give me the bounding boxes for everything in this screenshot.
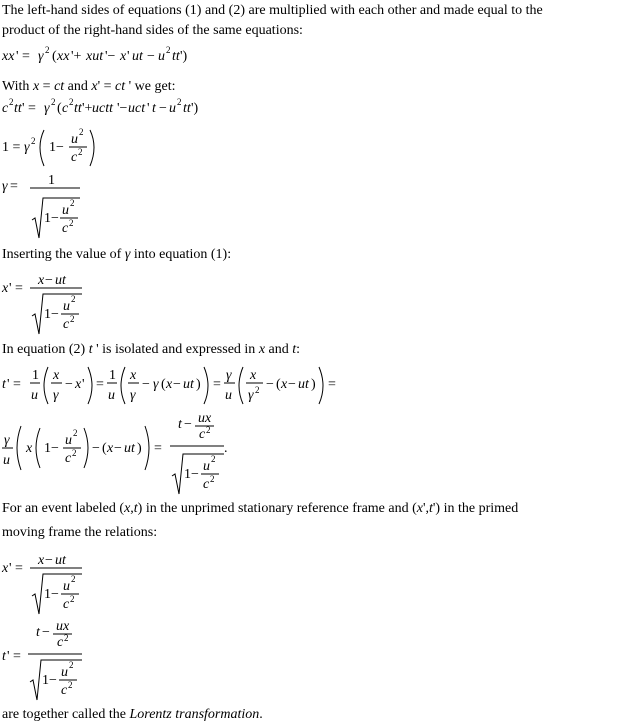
svg-text:−: − xyxy=(45,553,53,568)
svg-text:u: u xyxy=(31,388,38,403)
svg-text:=: = xyxy=(10,179,18,194)
svg-text:2: 2 xyxy=(9,97,14,107)
svg-text:=: = xyxy=(154,441,162,456)
svg-text:u: u xyxy=(169,101,176,116)
svg-text:t: t xyxy=(152,101,156,116)
svg-text:2: 2 xyxy=(73,428,78,438)
equation-8 xyxy=(2,550,202,616)
svg-text:1−: 1− xyxy=(44,211,59,226)
lorentz-term: Lorentz transformation xyxy=(129,707,260,722)
svg-text:2: 2 xyxy=(78,147,83,157)
svg-text:γ: γ xyxy=(38,49,44,64)
svg-text:=: = xyxy=(213,377,221,392)
svg-text:γ: γ xyxy=(4,433,10,448)
svg-text:u: u xyxy=(65,433,72,448)
svg-text:' =: ' = xyxy=(22,101,36,116)
svg-text:xx: xx xyxy=(2,49,15,64)
svg-text:(: ( xyxy=(161,377,166,392)
equation-2 xyxy=(2,96,302,118)
svg-text:'): ') xyxy=(191,101,199,116)
event-line-2: moving frame the relations: xyxy=(2,525,158,540)
svg-text:uct: uct xyxy=(128,101,146,116)
with-line: With x = ct and x' = ct ' we get: xyxy=(2,79,176,94)
svg-text:t: t xyxy=(178,417,182,432)
svg-text:tt: tt xyxy=(183,101,191,116)
svg-text:2: 2 xyxy=(71,574,76,584)
svg-text:1 =: 1 = xyxy=(2,140,21,155)
svg-text:γ: γ xyxy=(53,388,59,403)
svg-text:2: 2 xyxy=(79,127,84,137)
svg-text:x: x xyxy=(130,368,137,383)
svg-text:t: t xyxy=(2,377,6,392)
svg-text:γ: γ xyxy=(130,388,136,403)
svg-text:u: u xyxy=(63,579,70,594)
svg-text:ux: ux xyxy=(198,411,212,426)
svg-text:1−: 1− xyxy=(44,307,59,322)
svg-text:'+: '+ xyxy=(71,49,82,64)
svg-text:u: u xyxy=(61,665,68,680)
svg-text:'): ') xyxy=(180,49,188,64)
svg-text:x: x xyxy=(38,553,45,568)
svg-text:c: c xyxy=(63,597,70,612)
svg-text:2: 2 xyxy=(70,314,75,324)
svg-text:2: 2 xyxy=(31,136,36,146)
svg-text:γ: γ xyxy=(153,377,159,392)
svg-text:γ: γ xyxy=(248,388,254,403)
svg-text:1−: 1− xyxy=(49,140,64,155)
svg-text:': ' xyxy=(147,101,150,116)
svg-text:−: − xyxy=(42,625,50,640)
svg-text:u: u xyxy=(158,49,165,64)
svg-text:1: 1 xyxy=(48,173,55,188)
svg-text:x: x xyxy=(281,377,288,392)
svg-text:2: 2 xyxy=(68,680,73,690)
closing-line: are together called the Lorentz transformation. xyxy=(2,707,263,722)
svg-text:−: − xyxy=(142,377,150,392)
svg-text:−: − xyxy=(147,49,155,64)
svg-text:u: u xyxy=(203,459,210,474)
svg-text:γ: γ xyxy=(24,140,30,155)
svg-text:(: ( xyxy=(52,49,57,64)
svg-text:2: 2 xyxy=(69,660,74,670)
equation-4 xyxy=(2,172,202,242)
svg-text:c: c xyxy=(65,451,72,466)
svg-text:2: 2 xyxy=(71,294,76,304)
svg-text:2: 2 xyxy=(206,425,211,435)
svg-text:2: 2 xyxy=(70,594,75,604)
isolate-line: In equation (2) t ' is isolated and expressed in x and t: xyxy=(2,342,301,357)
svg-text:' =: ' = xyxy=(7,377,21,392)
svg-text:tt: tt xyxy=(74,101,82,116)
svg-text:c: c xyxy=(203,477,210,492)
svg-text:1−: 1− xyxy=(44,441,59,456)
svg-text:x: x xyxy=(2,281,9,296)
svg-text:c: c xyxy=(62,101,69,116)
svg-text:−: − xyxy=(114,441,122,456)
svg-text:2: 2 xyxy=(255,385,260,395)
svg-text:2: 2 xyxy=(72,448,77,458)
equation-1 xyxy=(2,44,302,66)
svg-text:): ) xyxy=(196,377,201,392)
svg-text:1−: 1− xyxy=(42,673,57,688)
svg-text:ut: ut xyxy=(132,49,143,64)
svg-text:c: c xyxy=(57,635,64,650)
svg-text:xx: xx xyxy=(57,49,70,64)
svg-text:−: − xyxy=(92,441,100,456)
svg-text:(: ( xyxy=(102,441,107,456)
svg-text:2: 2 xyxy=(51,97,56,107)
equation-7 xyxy=(2,412,302,498)
svg-text:): ) xyxy=(311,377,316,392)
svg-text:ut: ut xyxy=(183,377,194,392)
svg-text:x: x xyxy=(53,368,60,383)
svg-text:u: u xyxy=(71,132,78,147)
svg-text:c: c xyxy=(199,427,206,442)
inserting-line: Inserting the value of γ into equation (1): xyxy=(2,247,232,262)
intro-line-2: product of the right-hand sides of the same equations: xyxy=(2,23,303,38)
svg-text:(: ( xyxy=(276,377,281,392)
svg-text:x: x xyxy=(107,441,114,456)
svg-text:γ: γ xyxy=(226,368,232,383)
svg-text:−: − xyxy=(288,377,296,392)
svg-text:c: c xyxy=(71,150,78,165)
svg-text:uctt: uctt xyxy=(92,101,113,116)
svg-text:=: = xyxy=(96,377,104,392)
svg-text:u: u xyxy=(225,388,232,403)
svg-text:2: 2 xyxy=(69,97,74,107)
svg-text:2: 2 xyxy=(177,97,182,107)
svg-text:' =: ' = xyxy=(9,561,23,576)
svg-text:t: t xyxy=(36,625,40,640)
svg-text:=: = xyxy=(328,377,336,392)
svg-text:−: − xyxy=(45,273,53,288)
svg-text:t: t xyxy=(2,649,6,664)
svg-text:ut: ut xyxy=(124,441,135,456)
svg-text:'−: '− xyxy=(105,49,116,64)
event-line-1: For an event labeled (x,t) in the unprimed stationary reference frame and (x',t') in the primed xyxy=(2,501,519,516)
svg-text:−: − xyxy=(184,417,192,432)
svg-text:ut: ut xyxy=(55,273,66,288)
svg-text:γ: γ xyxy=(44,101,50,116)
intro-line-1: The left-hand sides of equations (1) and (2) are multiplied with each other and made equal to the xyxy=(2,3,543,18)
svg-text:x: x xyxy=(2,561,9,576)
svg-text:.: . xyxy=(224,441,228,456)
svg-text:1: 1 xyxy=(109,368,116,383)
svg-text:': ' xyxy=(82,377,85,392)
svg-text:x: x xyxy=(26,441,33,456)
svg-text:1−: 1− xyxy=(44,587,59,602)
svg-text:−: − xyxy=(173,377,181,392)
equation-3 xyxy=(2,122,202,172)
svg-text:': ' xyxy=(127,49,130,64)
svg-text:2: 2 xyxy=(166,45,171,55)
svg-text:c: c xyxy=(2,101,9,116)
svg-text:2: 2 xyxy=(210,474,215,484)
svg-text:x: x xyxy=(250,368,257,383)
svg-text:u: u xyxy=(63,299,70,314)
svg-text:2: 2 xyxy=(64,633,69,643)
svg-text:ut: ut xyxy=(298,377,309,392)
svg-text:x: x xyxy=(166,377,173,392)
svg-text:tt: tt xyxy=(172,49,180,64)
svg-text:2: 2 xyxy=(211,454,216,464)
svg-text:'+: '+ xyxy=(82,101,93,116)
svg-text:2: 2 xyxy=(45,45,50,55)
svg-text:ut: ut xyxy=(55,553,66,568)
svg-text:−: − xyxy=(65,377,73,392)
svg-text:c: c xyxy=(62,221,69,236)
svg-text:2: 2 xyxy=(69,218,74,228)
svg-text:' =: ' = xyxy=(7,649,21,664)
svg-text:xut: xut xyxy=(86,49,104,64)
svg-text:' =: ' = xyxy=(9,281,23,296)
svg-text:'−: '− xyxy=(117,101,128,116)
svg-text:x: x xyxy=(38,273,45,288)
equation-5 xyxy=(2,270,202,336)
equation-6 xyxy=(2,362,382,412)
equation-9 xyxy=(2,620,202,704)
svg-text:' =: ' = xyxy=(16,49,30,64)
svg-text:u: u xyxy=(3,453,10,468)
svg-text:1−: 1− xyxy=(184,467,199,482)
svg-text:(: ( xyxy=(57,101,62,116)
svg-text:x: x xyxy=(120,49,127,64)
svg-text:2: 2 xyxy=(70,198,75,208)
svg-text:c: c xyxy=(61,683,68,698)
svg-text:−: − xyxy=(266,377,274,392)
svg-text:c: c xyxy=(63,317,70,332)
svg-text:u: u xyxy=(108,388,115,403)
svg-text:γ: γ xyxy=(2,179,8,194)
svg-text:u: u xyxy=(62,203,69,218)
svg-text:ux: ux xyxy=(56,619,70,634)
svg-text:): ) xyxy=(137,441,142,456)
svg-text:tt: tt xyxy=(14,101,22,116)
svg-text:x: x xyxy=(75,377,82,392)
svg-text:−: − xyxy=(159,101,167,116)
svg-text:1: 1 xyxy=(32,368,39,383)
